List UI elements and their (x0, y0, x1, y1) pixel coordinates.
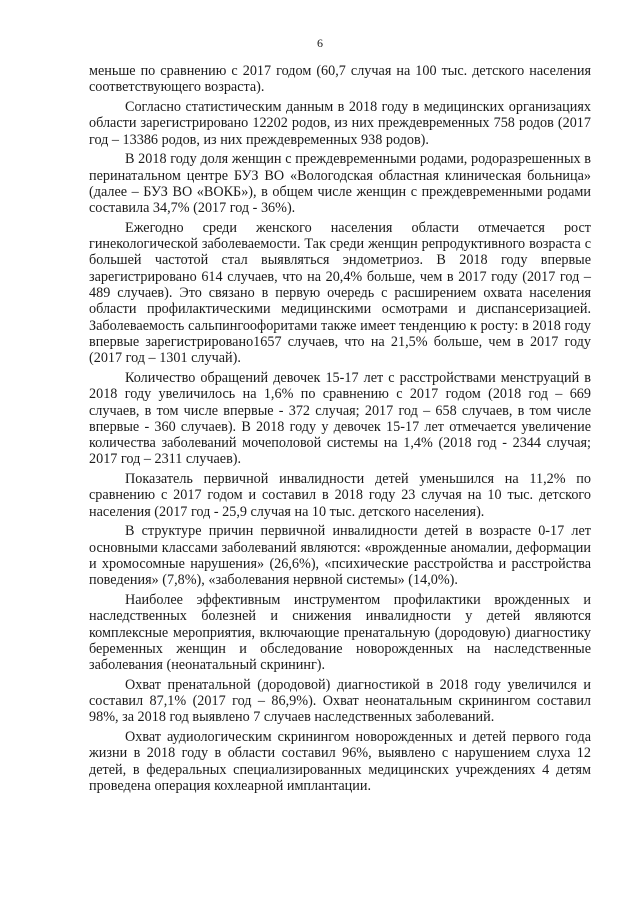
paragraph-births-statistics: Согласно статистическим данным в 2018 году в медицинских организациях области зарегистрировано 12202 родов, из них преждевременных 758 родов (2017 год – 13386 родов, из них преждевременных 938 родов). (89, 98, 591, 148)
paragraph-audiological-screening: Охват аудиологическим скринингом новорожденных и детей первого года жизни в 2018 году в области составил 96%, выявлено с нарушением слуха 12 детей, в федеральных специализированных медицинских учреждениях 4 детям проведена операция кохлеарной имплантации. (89, 729, 591, 794)
page-number: 6 (317, 36, 323, 50)
paragraph-continuation: меньше по сравнению с 2017 годом (60,7 случая на 100 тыс. детского населения соответствующего возраста). (89, 63, 591, 96)
paragraph-menstrual-disorders: Количество обращений девочек 15-17 лет с расстройствами менструаций в 2018 году увеличилось на 1,6% по сравнению с 2017 годом (2018 год – 669 случаев, в том числе впервые - 372 случая; 2017 год – 658 случаев, в том числе впервые - 360 случаев). В 2018 году у девочек 15-17 лет отмечается увеличение количества заболеваний мочеполовой системы на 1,4% (2018 год - 2344 случая; 2017 год – 2311 случаев). (89, 369, 591, 468)
paragraph-prenatal-screening: Охват пренатальной (дородовой) диагностикой в 2018 году увеличился и составил 87,1% (2017 год – 86,9%). Охват неонатальным скринингом составил 98%, за 2018 год выявлено 7 случаев наследственных заболеваний. (89, 676, 591, 726)
paragraph-disability-structure: В структуре причин первичной инвалидности детей в возрасте 0-17 лет основными классами заболеваний являются: «врожденные аномалии, деформации и хромосомные нарушения» (26,6%), «психические расстройства и расстройства поведения» (7,8%), «заболевания нервной системы» (14,0%). (89, 523, 591, 589)
paragraph-gynecological-morbidity: Ежегодно среди женского населения области отмечается рост гинекологической заболеваемости. Так среди женщин репродуктивного возраста с большей частотой стал выявляться эндометриоз. В 2018 году впервые зарегистрировано 614 случаев, что на 20,4% больше, чем в 2017 году (2017 год – 489 случаев). Это связано в первую очередь с расширением охвата населения области профилактическими медицинскими осмотрами и диспансеризацией. Заболеваемость сальпингоофоритами также имеет тенденцию к росту: в 2018 году впервые зарегистрировано1657 случаев, что на 21,5% больше, чем в 2017 году (2017 год – 1301 случай). (89, 219, 591, 367)
document-body (89, 63, 591, 798)
paragraph-perinatal-center: В 2018 году доля женщин с преждевременными родами, родоразрешенных в перинатальном центре БУЗ ВО «Вологодская областная клиническая больница» (далее – БУЗ ВО «ВОКБ»), в общем числе женщин с преждевременными родами составила 34,7% (2017 год - 36%). (89, 151, 591, 217)
paragraph-child-disability: Показатель первичной инвалидности детей уменьшился на 11,2% по сравнению с 2017 годом и составил в 2018 году 23 случая на 10 тыс. детского населения (2017 год - 25,9 случая на 10 тыс. детского населения). (89, 471, 591, 520)
paragraph-prevention: Наиболее эффективным инструментом профилактики врожденных и наследственных болезней и снижения инвалидности у детей являются комплексные мероприятия, включающие пренатальную (дородовую) диагностику беременных женщин и обследование новорожденных на наследственные заболевания (неонатальный скрининг). (89, 591, 591, 674)
